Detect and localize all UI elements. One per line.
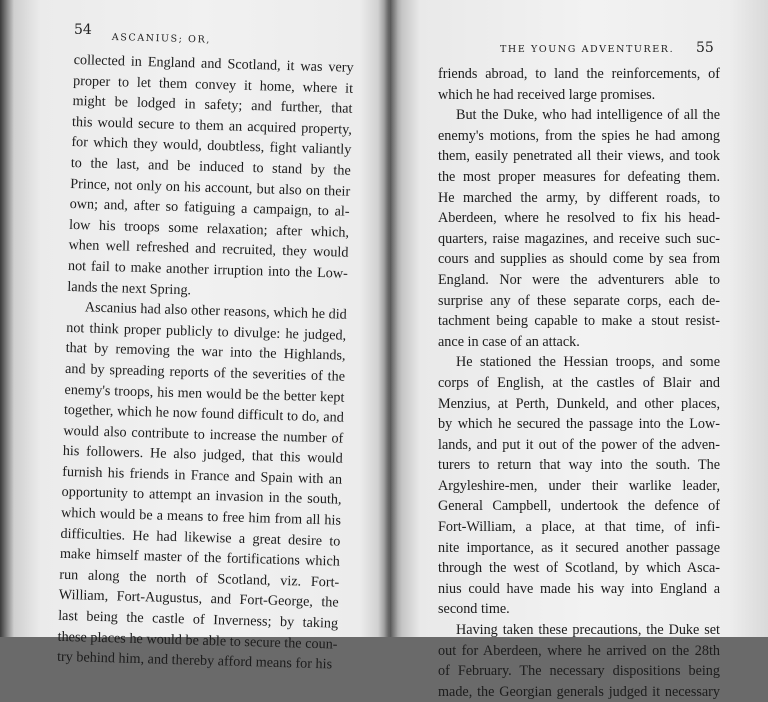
text-line: General Campbell, undertook the defence of <box>438 498 720 515</box>
text-line: this would secure to them an acquired property, <box>71 113 353 138</box>
text-line: Prince, not only on his account, but also on their <box>70 175 351 200</box>
text-line: cours and supplies as should come by sea from <box>438 251 720 268</box>
text-line: quarters, raise magazines, and receive such suc- <box>438 230 720 247</box>
text-line: try behind him, and thereby afford means for his <box>56 648 333 673</box>
text-line: nius could have made his way into England a <box>438 580 720 597</box>
running-head: ASCANIUS; OR, <box>111 32 212 46</box>
text-line: own; and, after so fatiguing a campaign, to al- <box>69 196 350 220</box>
text-line: William, Fort-Augustus, and Fort-George, the <box>58 587 339 612</box>
text-line: would also contribute to increase the number of <box>63 422 344 447</box>
text-line: He stationed the Hessian troops, and some <box>456 354 720 371</box>
text-line: He marched the army, by different roads, to <box>438 189 720 206</box>
text-line: difficulties. He had likewise a great desire to <box>60 525 341 550</box>
text-line: England. Nor were the adventurers able to <box>438 271 720 288</box>
page-number: 54 <box>74 22 92 38</box>
text-line: his followers. He also judged, that this would <box>62 443 343 467</box>
text-line: together, which he now found difficult to do, and <box>63 401 345 426</box>
running-head: THE YOUNG ADVENTURER. <box>500 44 675 55</box>
text-line: Menzius, at Perth, Dunkeld, and other places, <box>438 395 720 412</box>
text-line: collected in England and Scotland, it was very <box>73 51 354 76</box>
text-line: when well refreshed and recruited, they would <box>68 237 349 262</box>
text-line: to the last, and be induced to stand by the <box>70 154 351 179</box>
text-line: for which they would, doubtless, fight valiantly <box>71 134 352 159</box>
text-line: turers to return that way into the south. The <box>438 457 720 474</box>
text-line: make himself master of the fortifications which <box>59 546 341 570</box>
text-line: made, the Georgian generals judged it necessary <box>438 683 720 700</box>
text-line: Fort-William, a place, at that time, of infi- <box>438 519 720 536</box>
text-line: Argyleshire-men, under their warlike leader, <box>438 477 720 494</box>
text-line: opportunity to attempt an invasion in the south, <box>61 484 342 509</box>
text-line: But the Duke, who had intelligence of all the <box>456 107 720 124</box>
text-line: and by spreading reports of the severities of the <box>64 360 346 385</box>
text-line: Having taken these precautions, the Duke set <box>456 622 720 639</box>
text-line: these places he would be able to secure the coun- <box>57 628 338 653</box>
page-text <box>438 64 720 702</box>
text-line: furnish his friends in France and Spain with an <box>61 463 343 488</box>
text-line: by which he secured the passage into the Low- <box>438 416 720 433</box>
text-line: might be lodged in safety; and further, that <box>72 93 353 117</box>
text-line: corps of English, at the castles of Blair and <box>438 374 720 391</box>
right-page <box>390 0 768 700</box>
text-line: nite importance, as it secured another passage <box>438 539 720 556</box>
text-line: second time. <box>438 601 510 618</box>
text-line: out for Aberdeen, where he arrived on the 28th <box>438 642 720 659</box>
text-line: run along the north of Scotland, viz. Fort- <box>59 566 340 591</box>
text-line: low his troops some relaxation; after which, <box>68 216 350 241</box>
text-line: of February. The necessary dispositions being <box>438 663 720 680</box>
text-line: that by removing the war into the Highlands, <box>65 340 346 365</box>
text-line: surprise any of these separate corps, each de- <box>438 292 720 309</box>
text-line: Aberdeen, where he resolved to fix his head- <box>438 210 720 227</box>
text-line: enemy's troops, his men would be the better kept <box>64 381 345 406</box>
text-line: tachment being capable to make a stout resist- <box>438 313 720 330</box>
text-line: not think proper publicly to divulge: he judged, <box>66 319 347 344</box>
text-line: Ascanius had also other reasons, which he did <box>84 299 347 323</box>
text-line: lands, and put it out of the power of the adven- <box>438 436 720 453</box>
text-line: which would be a means to free him from all his <box>60 504 342 529</box>
text-line: lands the next Spring. <box>67 278 192 298</box>
text-line: not fail to make another irruption into the Low- <box>67 257 349 282</box>
text-line: proper to let them convey it home, where it <box>72 72 354 97</box>
text-line: through the west of Scotland, by which Asca- <box>438 560 720 577</box>
page-number: 55 <box>696 40 714 56</box>
text-line: friends abroad, to land the reinforcements, of <box>438 66 720 82</box>
text-line: them, easily penetrated all their views, and took <box>438 148 720 165</box>
text-line: enemy's motions, from the spies he had among <box>438 127 720 144</box>
text-line: the most proper measures for defeating them. <box>438 168 720 185</box>
text-line: which he had received large promises. <box>438 86 656 103</box>
left-page <box>0 0 390 673</box>
text-line: last being the castle of Inverness; by taking <box>57 607 339 632</box>
page-text <box>57 50 354 675</box>
text-line: ance in case of an attack. <box>438 333 580 350</box>
